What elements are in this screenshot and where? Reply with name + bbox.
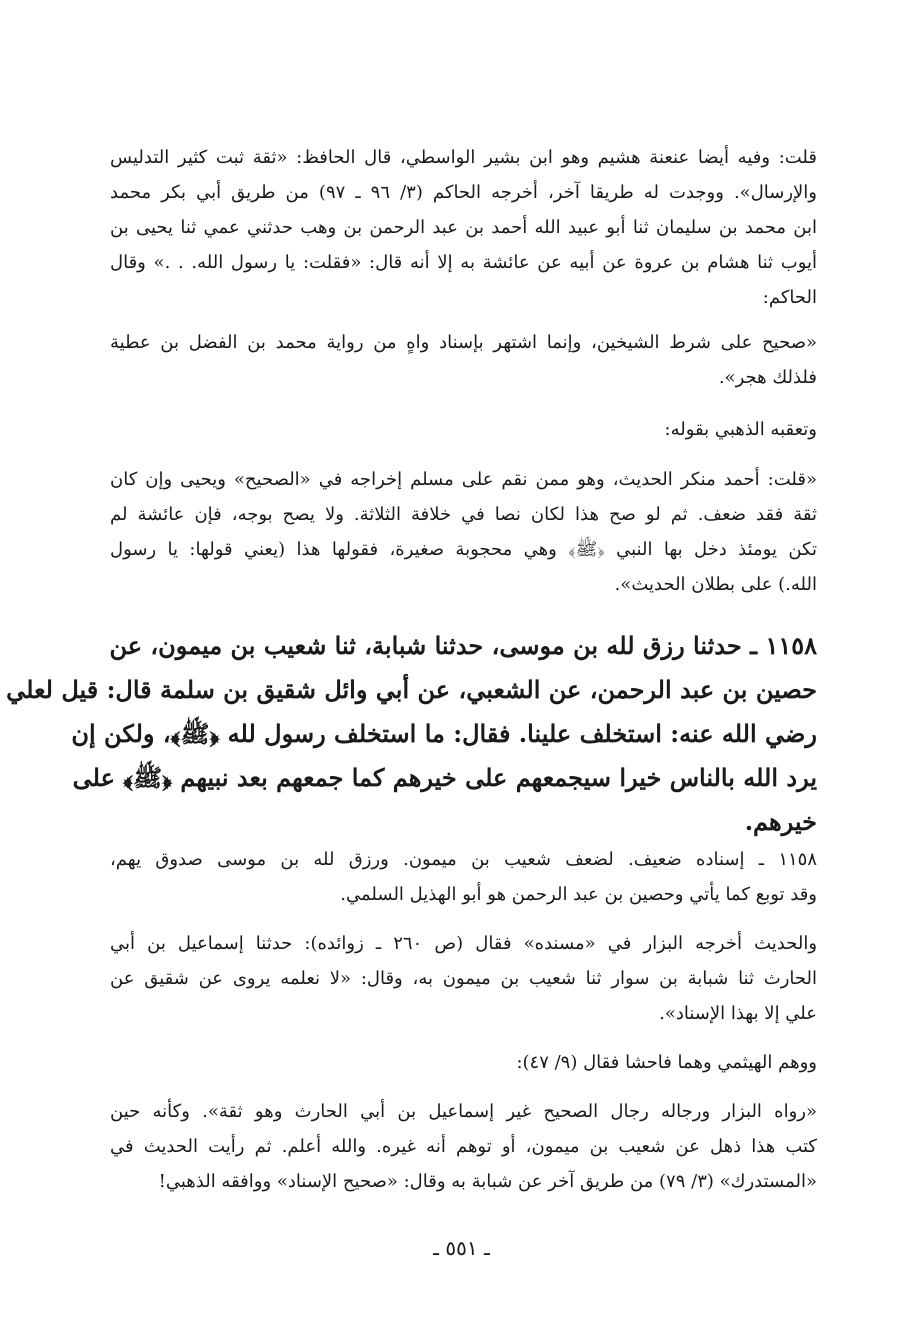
text-line: وقد توبع كما يأتي وحصين بن عبد الرحمن هو أبو الهذيل السلمي.: [340, 884, 817, 905]
text-line: ثقة فقد ضعف. ثم لو صح هذا لكان نصا في خلافة الثلاثة. ولا يصح بوجه، فإن عائشة لم: [110, 504, 817, 525]
text-line: قلت: وفيه أيضا عنعنة هشيم وهو ابن بشير الواسطي، قال الحافظ: «ثقة ثبت كثير التدليس: [110, 147, 817, 168]
text-line: الحارث ثنا شبابة بن سوار ثنا شعيب بن ميمون به، وقال: «لا نعلمه يروى عن شقيق عن: [110, 968, 817, 989]
text-line: ووهم الهيثمي وهما فاحشا فقال (٩/ ٤٧):: [516, 1052, 817, 1073]
text-line: حصين بن عبد الرحمن، عن الشعبي، عن أبي وائل شقيق بن سلمة قال: قيل لعلي: [6, 675, 817, 704]
text-line: وتعقبه الذهبي بقوله:: [664, 419, 817, 440]
text-line: كتب هذا ذهل عن شعيب بن ميمون، أو توهم أنه غيره. والله أعلم. ثم رأيت الحديث في: [110, 1136, 817, 1157]
text-line: «قلت: أحمد منكر الحديث، وهو ممن نقم على مسلم إخراجه في «الصحيح» ويحيى وإن كان: [110, 469, 817, 490]
footnote-paragraph-3: [110, 412, 817, 447]
text-line: تكن يومئذ دخل بها النبي ﴿ﷺ﴾ وهي محجوبة صغيرة، فقولها هذا (يعني قولها: يا رسول: [110, 539, 817, 560]
footnote-paragraph-4: [110, 462, 817, 602]
text-line: ١١٥٨ ـ حدثنا رزق لله بن موسى، حدثنا شبابة، ثنا شعيب بن ميمون، عن: [109, 631, 817, 660]
text-line: رضي الله عنه: استخلف علينا. فقال: ما استخلف رسول لله ﴿ﷺ﴾، ولكن إن: [71, 719, 817, 748]
footnote-paragraph-9: [110, 1094, 817, 1199]
text-line: «المستدرك» (٣/ ٧٩) من طريق آخر عن شبابة به وقال: «صحيح الإسناد» ووافقه الذهبي!: [158, 1171, 817, 1192]
hadith-text: [6, 624, 817, 844]
page-number: ـ ٥٥١ ـ: [433, 1236, 490, 1260]
text-line: والإرسال». ووجدت له طريقا آخر، أخرجه الحاكم (٣/ ٩٦ ـ ٩٧) من طريق أبي بكر محمد: [110, 182, 817, 203]
footnote-paragraph-1: [110, 140, 817, 315]
text-line: الله.) على بطلان الحديث».: [614, 574, 817, 595]
text-line: خيرهم.: [744, 807, 817, 836]
footnote-paragraph-7: [110, 926, 817, 1031]
footnote-paragraph-2: [110, 325, 817, 395]
footnote-paragraph-6: [110, 842, 817, 912]
text-line: أيوب ثنا هشام بن عروة عن أبيه عن عائشة به إلا أنه قال: «فقلت: يا رسول الله. . .» وقال: [110, 252, 817, 273]
text-line: يرد الله بالناس خيرا سيجمعهم على خيرهم كما جمعهم بعد نبيهم ﴿ﷺ﴾ على: [72, 763, 817, 792]
text-line: ١١٥٨ ـ إسناده ضعيف. لضعف شعيب بن ميمون. ورزق لله بن موسى صدوق يهم،: [110, 849, 817, 870]
text-line: فلذلك هجر».: [718, 367, 817, 388]
text-line: «رواه البزار ورجاله رجال الصحيح غير إسماعيل بن أبي الحارث وهو ثقة». وكأنه حين: [110, 1101, 817, 1122]
text-line: «صحيح على شرط الشيخين، وإنما اشتهر بإسناد واهٍ من رواية محمد بن الفضل بن عطية: [110, 332, 817, 353]
text-line: الحاكم:: [762, 287, 817, 308]
text-line: علي إلا بهذا الإسناد».: [659, 1003, 817, 1024]
footnote-paragraph-8: [110, 1045, 817, 1080]
text-line: ابن محمد بن سليمان ثنا أبو عبيد الله أحمد بن عبد الرحمن بن وهب حدثني عمي ثنا يحيى بن: [110, 217, 817, 238]
text-line: والحديث أخرجه البزار في «مسنده» فقال (ص ٢٦٠ ـ زوائده): حدثنا إسماعيل بن أبي: [110, 933, 818, 954]
